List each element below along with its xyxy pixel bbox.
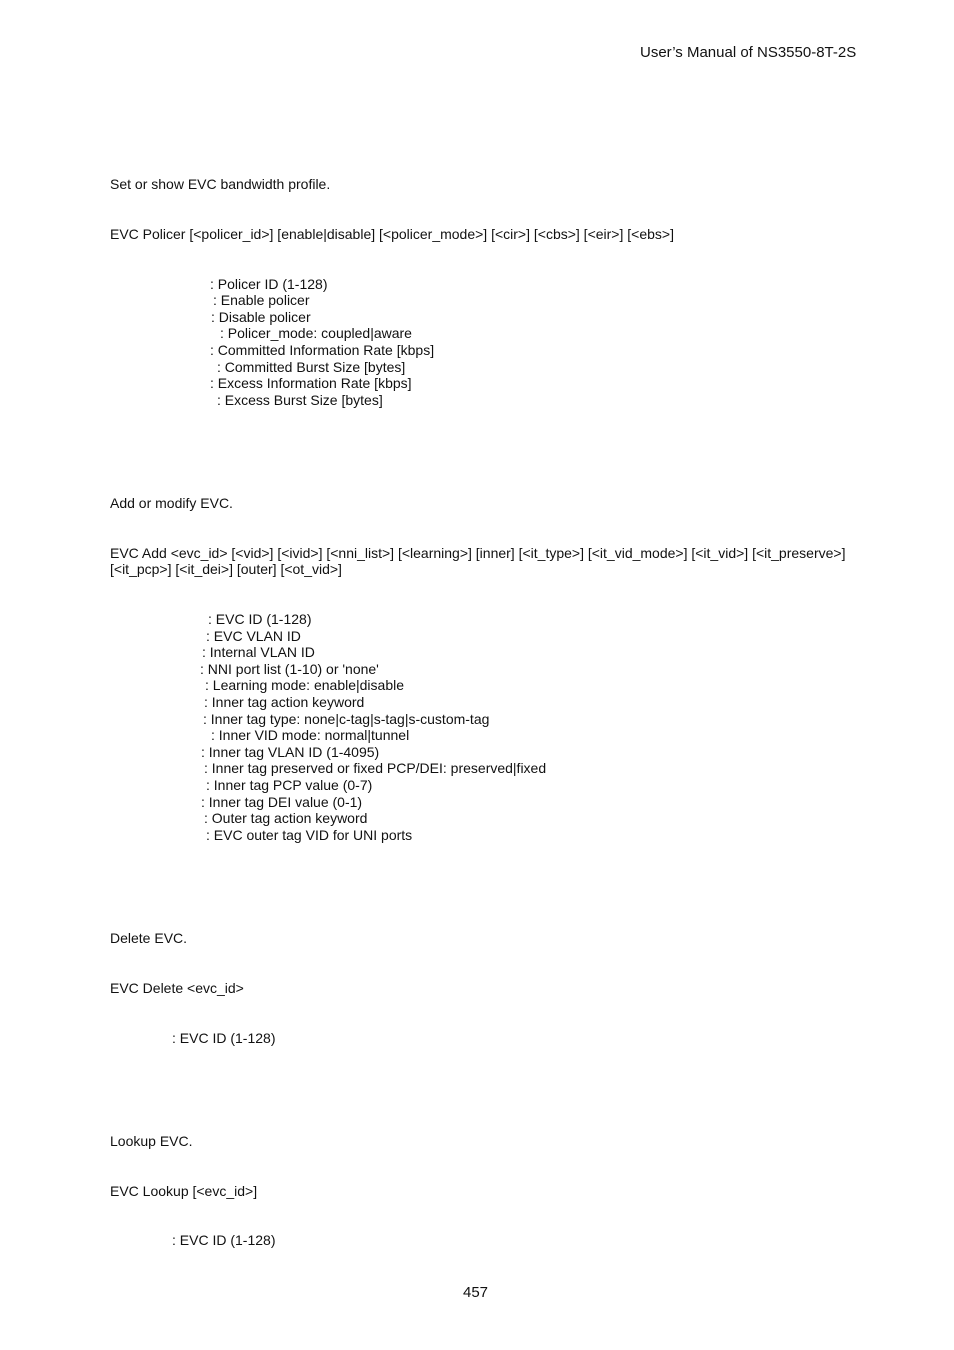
command-syntax: EVC Add <evc_id> [<vid>] [<ivid>] [<nni_list>] [<learning>] [inner] [<it_type>] [<it_vid_mode>] [<it_vid>] [<it_preserve>]: [110, 545, 846, 561]
param-cir: : Committed Information Rate [kbps]: [210, 342, 435, 358]
param-it-pcp: : Inner tag PCP value (0-7): [206, 777, 373, 793]
command-syntax: EVC Policer [<policer_id>] [enable|disable] [<policer_mode>] [<cir>] [<cbs>] [<eir>] [<ebs>]: [110, 226, 674, 242]
param-cbs: : Committed Burst Size [bytes]: [217, 359, 406, 375]
command-syntax: EVC Delete <evc_id>: [110, 980, 244, 996]
param-learning: : Learning mode: enable|disable: [205, 677, 405, 693]
page-number: 457: [463, 1284, 489, 1301]
section-description: Set or show EVC bandwidth profile.: [110, 176, 331, 192]
param-disable: : Disable policer: [211, 309, 311, 325]
param-it-dei: : Inner tag DEI value (0-1): [201, 794, 363, 810]
param-outer: : Outer tag action keyword: [204, 810, 368, 826]
param-it-vid: : Inner tag VLAN ID (1-4095): [201, 744, 380, 760]
param-ot-vid: : EVC outer tag VID for UNI ports: [206, 827, 413, 843]
command-syntax: EVC Lookup [<evc_id>]: [110, 1183, 258, 1199]
param-evc-id: : EVC ID (1-128): [172, 1030, 276, 1046]
section-description: Lookup EVC.: [110, 1133, 193, 1149]
manual-title: User’s Manual of NS3550-8T-2S: [640, 44, 857, 61]
param-inner: : Inner tag action keyword: [204, 694, 365, 710]
command-syntax-continued: [<it_pcp>] [<it_dei>] [outer] [<ot_vid>]: [110, 561, 342, 577]
param-ivid: : Internal VLAN ID: [202, 644, 315, 660]
param-it-type: : Inner tag type: none|c-tag|s-tag|s-custom-tag: [203, 711, 490, 727]
param-policer-mode: : Policer_mode: coupled|aware: [220, 325, 412, 341]
param-policer-id: : Policer ID (1-128): [210, 276, 328, 292]
param-enable: : Enable policer: [213, 292, 310, 308]
param-evc-id: : EVC ID (1-128): [172, 1232, 276, 1248]
param-nni-list: : NNI port list (1-10) or 'none': [200, 661, 379, 677]
section-description: Add or modify EVC.: [110, 495, 233, 511]
section-description: Delete EVC.: [110, 930, 188, 946]
param-vid: : EVC VLAN ID: [206, 628, 301, 644]
param-evc-id: : EVC ID (1-128): [208, 611, 312, 627]
param-ebs: : Excess Burst Size [bytes]: [217, 392, 383, 408]
param-it-preserve: : Inner tag preserved or fixed PCP/DEI: preserved|fixed: [204, 760, 547, 776]
param-eir: : Excess Information Rate [kbps]: [210, 375, 412, 391]
param-it-vid-mode: : Inner VID mode: normal|tunnel: [211, 727, 410, 743]
